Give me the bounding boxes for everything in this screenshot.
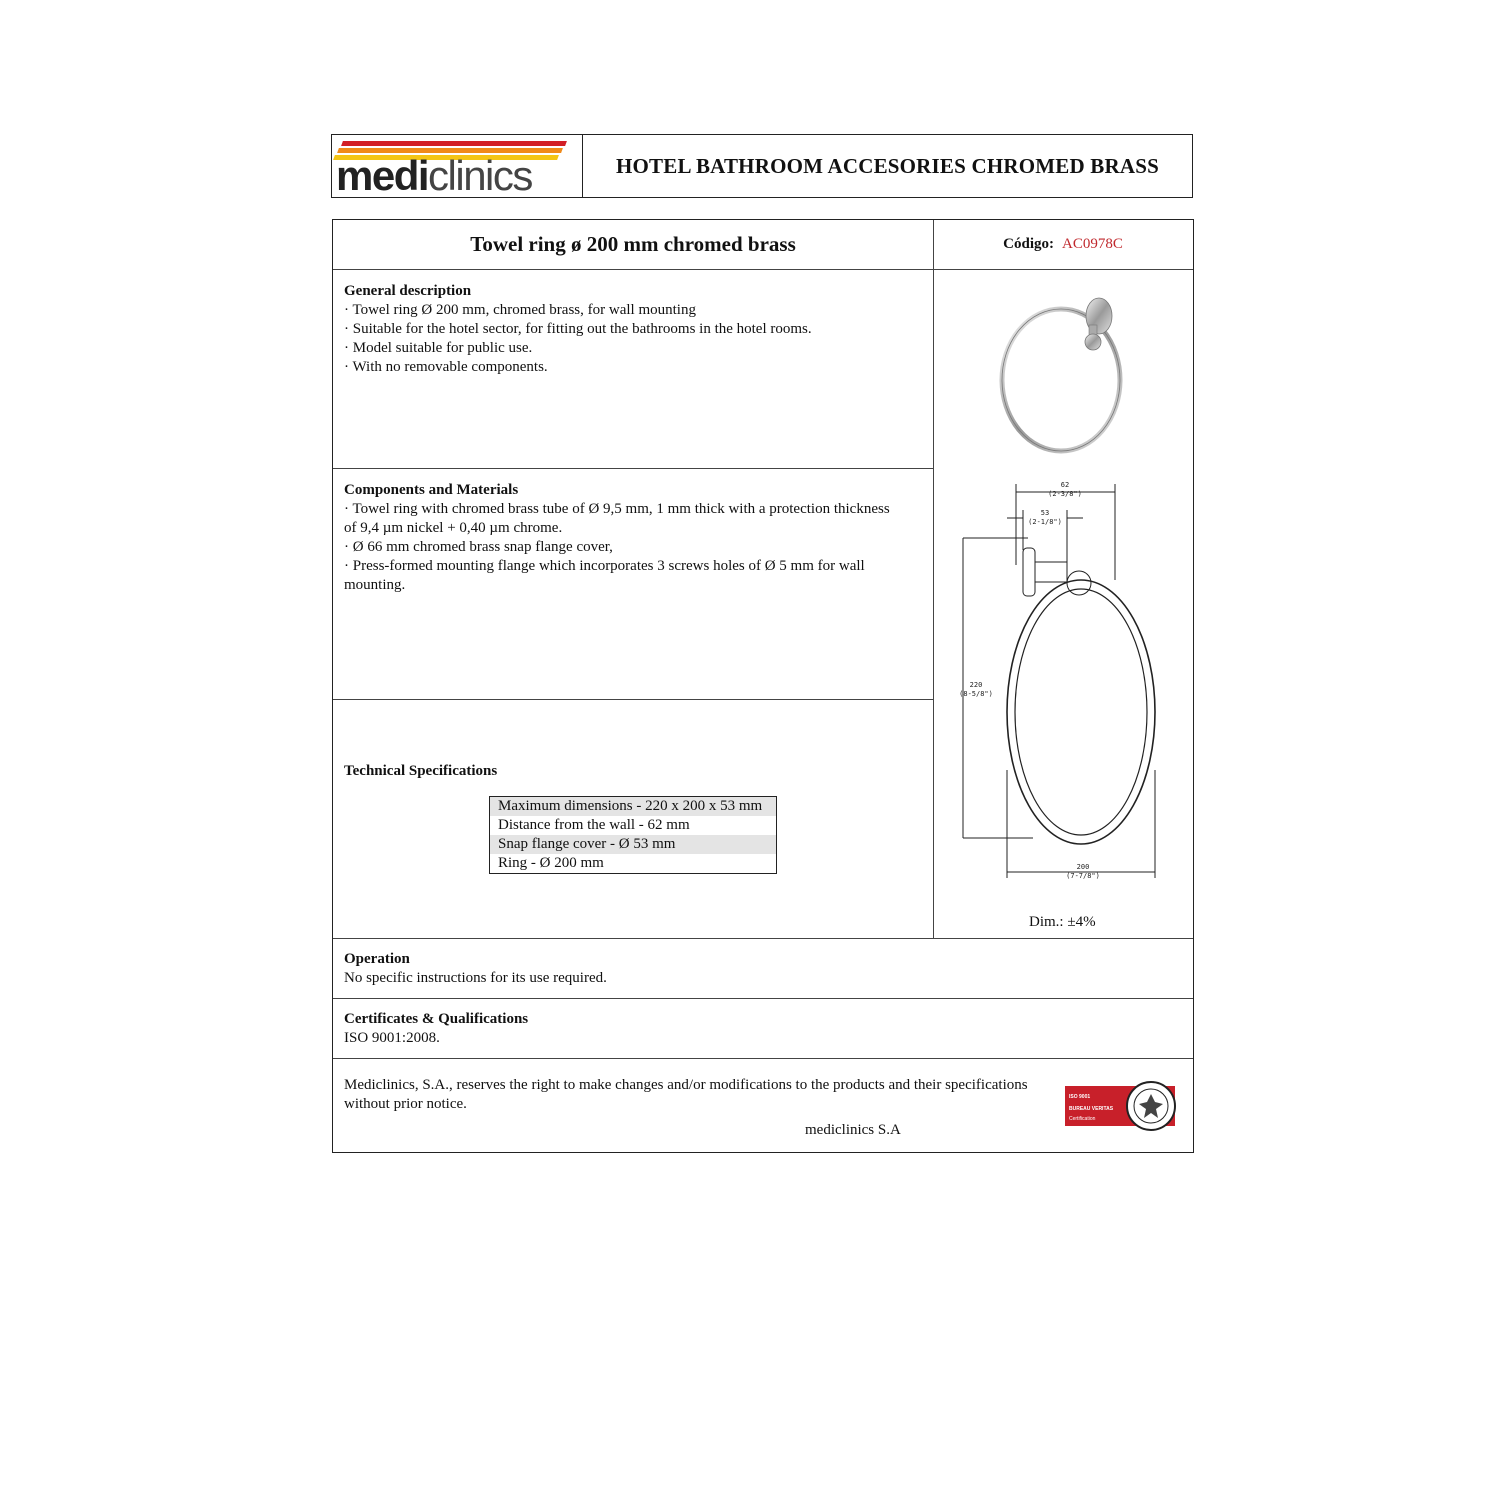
technical-specifications bbox=[344, 762, 497, 781]
spec-cell: Distance from the wall - 62 mm bbox=[498, 817, 690, 833]
row-divider bbox=[333, 269, 1193, 270]
component-line: of 9,4 µm nickel + 0,40 µm chrome. bbox=[344, 520, 563, 536]
section-heading: Components and Materials bbox=[344, 482, 519, 498]
document-title: HOTEL BATHROOM ACCESORIES CHROMED BRASS bbox=[615, 153, 1159, 178]
section-heading: Certificates & Qualifications bbox=[344, 1011, 529, 1027]
dim-width: 200 bbox=[1076, 863, 1090, 871]
spec-row bbox=[490, 835, 777, 854]
dim-height-inches: (8-5/8") bbox=[959, 690, 993, 698]
ring-holder bbox=[1085, 334, 1101, 350]
section-heading: General description bbox=[344, 283, 472, 299]
company-signature: mediclinics S.A bbox=[805, 1122, 901, 1138]
components-materials bbox=[344, 481, 890, 595]
badge-iso: ISO 9001 bbox=[1069, 1094, 1091, 1100]
component-line: mounting. bbox=[344, 577, 406, 593]
operation-section bbox=[344, 950, 607, 988]
general-description bbox=[344, 282, 812, 377]
dimension-tolerance: Dim.: ±4% bbox=[1029, 914, 1096, 930]
spec-cell: Ring - Ø 200 mm bbox=[498, 855, 604, 871]
badge-certification: Certification bbox=[1069, 1116, 1096, 1122]
row-divider bbox=[333, 468, 933, 469]
description-line: · With no removable components. bbox=[344, 359, 548, 375]
column-divider bbox=[933, 220, 934, 938]
legal-notice-line: without prior notice. bbox=[344, 1096, 467, 1112]
certificates-text: ISO 9001:2008. bbox=[344, 1030, 440, 1046]
description-line: · Suitable for the hotel sector, for fitting out the bathrooms in the hotel rooms. bbox=[344, 321, 812, 337]
component-line: · Ø 66 mm chromed brass snap flange cover, bbox=[344, 539, 613, 555]
technical-drawing bbox=[943, 480, 1183, 900]
description-line: · Towel ring Ø 200 mm, chromed brass, for wall mounting bbox=[344, 302, 696, 318]
row-divider bbox=[333, 938, 1193, 939]
logo-wordmark bbox=[336, 153, 532, 199]
component-line: · Press-formed mounting flange which incorporates 3 screws holes of Ø 5 mm for wall bbox=[344, 558, 865, 574]
spec-table bbox=[489, 796, 777, 874]
section-heading: Technical Specifications bbox=[344, 763, 498, 779]
spec-row bbox=[490, 797, 777, 817]
spec-row bbox=[490, 854, 777, 874]
product-code-value: AC0978C bbox=[1062, 236, 1123, 252]
section-heading: Operation bbox=[344, 951, 410, 967]
dim-depth: 62 bbox=[1060, 481, 1070, 489]
spec-cell: Snap flange cover - Ø 53 mm bbox=[490, 835, 777, 854]
logo-wordmark-bold: medi bbox=[336, 152, 429, 199]
dim-depth-inches: (2-3/8") bbox=[1048, 490, 1082, 498]
legal-notice-line: Mediclinics, S.A., reserves the right to make changes and/or modifications to the products and their specifications bbox=[344, 1077, 1028, 1093]
dim-height: 220 bbox=[969, 681, 983, 689]
dim-flange: 53 bbox=[1040, 509, 1050, 517]
product-code bbox=[933, 220, 1193, 269]
product-photo bbox=[993, 280, 1133, 465]
product-sheet bbox=[332, 219, 1194, 1153]
row-divider bbox=[333, 699, 933, 700]
spec-cell: Maximum dimensions - 220 x 200 x 53 mm bbox=[490, 797, 777, 817]
operation-text: No specific instructions for its use required. bbox=[344, 970, 607, 986]
legal-notice bbox=[344, 1076, 1064, 1114]
component-line: · Towel ring with chromed brass tube of Ø 9,5 mm, 1 mm thick with a protection thickness bbox=[344, 501, 890, 517]
spec-row bbox=[490, 816, 777, 835]
company-logo bbox=[332, 135, 583, 197]
bureau-veritas-seal-icon bbox=[1125, 1080, 1177, 1132]
bureau-veritas-badge bbox=[1065, 1080, 1177, 1132]
logo-wordmark-light: clinics bbox=[428, 152, 532, 199]
document-header bbox=[331, 134, 1193, 198]
badge-bureau: BUREAU VERITAS bbox=[1069, 1106, 1114, 1112]
row-divider bbox=[333, 998, 1193, 999]
certificates-section bbox=[344, 1010, 528, 1048]
logo-stripe-red bbox=[341, 141, 567, 146]
row-divider bbox=[333, 1058, 1193, 1059]
dim-width-inches: (7-7/8") bbox=[1066, 872, 1100, 880]
dim-flange-inches: (2-1/8") bbox=[1028, 518, 1062, 526]
product-code-label: Código: bbox=[1003, 236, 1054, 252]
product-title: Towel ring ø 200 mm chromed brass bbox=[470, 232, 796, 256]
description-line: · Model suitable for public use. bbox=[344, 340, 533, 356]
